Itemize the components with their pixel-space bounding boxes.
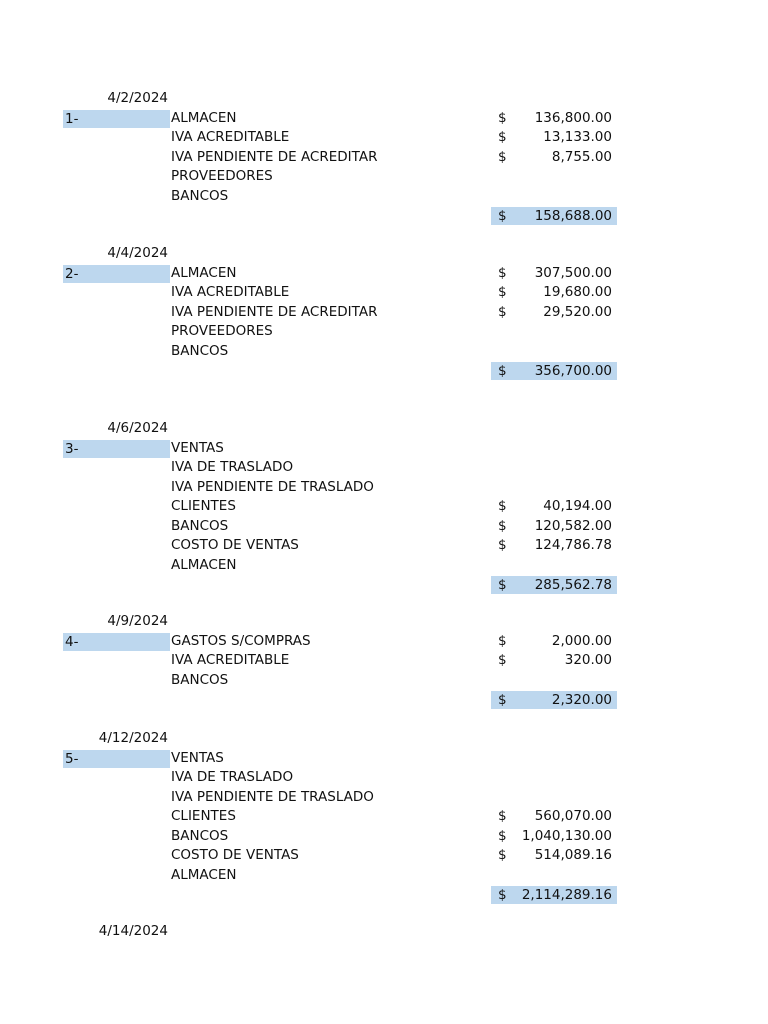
entry-line bbox=[0, 342, 768, 362]
currency-symbol: $ bbox=[498, 827, 507, 844]
entry-line bbox=[0, 866, 768, 886]
entry-total-row bbox=[0, 361, 768, 381]
entry-line bbox=[0, 109, 768, 129]
total-amount: 285,562.78 bbox=[534, 577, 612, 593]
account-name: IVA ACREDITABLE bbox=[171, 652, 290, 668]
entry-date-row bbox=[0, 419, 768, 439]
total-amount: 2,320.00 bbox=[551, 692, 612, 708]
total-cell[interactable] bbox=[491, 576, 617, 594]
amount-value: 19,680.00 bbox=[543, 284, 612, 300]
account-name: COSTO DE VENTAS bbox=[171, 847, 299, 863]
entry-line bbox=[0, 148, 768, 168]
entry-date: 4/14/2024 bbox=[98, 923, 168, 939]
entry-date: 4/6/2024 bbox=[107, 420, 168, 436]
currency-symbol: $ bbox=[498, 808, 507, 824]
entry-line bbox=[0, 128, 768, 148]
account-name: GASTOS S/COMPRAS bbox=[171, 632, 311, 649]
entry-line bbox=[0, 167, 768, 187]
entry-line bbox=[0, 439, 768, 459]
entry-number-cell[interactable]: 4- bbox=[63, 633, 170, 651]
entry-date: 4/12/2024 bbox=[98, 730, 168, 746]
amount-value: 29,520.00 bbox=[543, 303, 612, 320]
account-name: IVA DE TRASLADO bbox=[171, 459, 294, 475]
account-name: IVA DE TRASLADO bbox=[171, 769, 294, 785]
total-currency-symbol: $ bbox=[498, 363, 507, 379]
amount-value: 124,786.78 bbox=[534, 537, 612, 553]
account-name: IVA PENDIENTE DE ACREDITAR bbox=[171, 148, 378, 165]
account-name: IVA ACREDITABLE bbox=[171, 284, 290, 300]
currency-symbol: $ bbox=[498, 264, 507, 281]
currency-symbol: $ bbox=[498, 284, 507, 300]
account-name: PROVEEDORES bbox=[171, 323, 273, 339]
entry-total-row bbox=[0, 575, 768, 595]
journal-entry bbox=[0, 89, 768, 226]
currency-symbol: $ bbox=[498, 537, 507, 553]
entry-number-cell[interactable]: 3- bbox=[63, 440, 170, 458]
amount-value: 514,089.16 bbox=[534, 847, 612, 863]
entry-line bbox=[0, 556, 768, 576]
journal-entry bbox=[0, 612, 768, 710]
entry-line bbox=[0, 322, 768, 342]
total-amount: 2,114,289.16 bbox=[521, 887, 612, 903]
total-currency-symbol: $ bbox=[498, 887, 507, 903]
amount-value: 307,500.00 bbox=[534, 264, 612, 281]
entry-total-row bbox=[0, 690, 768, 710]
currency-symbol: $ bbox=[498, 652, 507, 668]
total-currency-symbol: $ bbox=[498, 208, 507, 224]
account-name: BANCOS bbox=[171, 827, 229, 844]
entry-line bbox=[0, 458, 768, 478]
entry-line bbox=[0, 651, 768, 671]
entry-number-cell[interactable]: 2- bbox=[63, 265, 170, 283]
amount-value: 320.00 bbox=[564, 652, 612, 668]
journal-entry bbox=[0, 419, 768, 595]
entry-line bbox=[0, 497, 768, 517]
entry-total-row bbox=[0, 885, 768, 905]
account-name: BANCOS bbox=[171, 187, 229, 204]
entry-total-row bbox=[0, 206, 768, 226]
amount-value: 8,755.00 bbox=[551, 148, 612, 165]
entry-line bbox=[0, 807, 768, 827]
journal-entry bbox=[0, 922, 768, 942]
currency-symbol: $ bbox=[498, 303, 507, 320]
entry-number-cell[interactable]: 5- bbox=[63, 750, 170, 768]
amount-value: 1,040,130.00 bbox=[521, 827, 612, 844]
currency-symbol: $ bbox=[498, 632, 507, 649]
entry-line bbox=[0, 283, 768, 303]
currency-symbol: $ bbox=[498, 517, 507, 534]
account-name: BANCOS bbox=[171, 671, 229, 688]
currency-symbol: $ bbox=[498, 148, 507, 165]
amount-value: 2,000.00 bbox=[551, 632, 612, 649]
entry-date: 4/4/2024 bbox=[107, 245, 168, 261]
entry-date-row bbox=[0, 89, 768, 109]
entry-line bbox=[0, 303, 768, 323]
entry-line bbox=[0, 846, 768, 866]
entry-date: 4/9/2024 bbox=[107, 613, 168, 629]
account-name: ALMACEN bbox=[171, 264, 237, 281]
entry-date-row bbox=[0, 922, 768, 942]
currency-symbol: $ bbox=[498, 129, 507, 145]
entry-number-cell[interactable]: 1- bbox=[63, 110, 170, 128]
entry-date-row bbox=[0, 729, 768, 749]
entry-line bbox=[0, 827, 768, 847]
total-amount: 158,688.00 bbox=[534, 208, 612, 224]
total-currency-symbol: $ bbox=[498, 577, 507, 593]
account-name: ALMACEN bbox=[171, 866, 237, 883]
entry-line bbox=[0, 749, 768, 769]
amount-value: 40,194.00 bbox=[543, 498, 612, 514]
entry-date: 4/2/2024 bbox=[107, 90, 168, 106]
entry-line bbox=[0, 517, 768, 537]
account-name: BANCOS bbox=[171, 342, 229, 359]
account-name: IVA PENDIENTE DE TRASLADO bbox=[171, 788, 374, 805]
account-name: BANCOS bbox=[171, 517, 229, 534]
entry-line bbox=[0, 768, 768, 788]
currency-symbol: $ bbox=[498, 498, 507, 514]
account-name: PROVEEDORES bbox=[171, 168, 273, 184]
account-name: VENTAS bbox=[171, 439, 224, 456]
amount-value: 136,800.00 bbox=[534, 109, 612, 126]
account-name: CLIENTES bbox=[171, 808, 236, 824]
entry-line bbox=[0, 671, 768, 691]
journal-entry bbox=[0, 729, 768, 905]
total-cell[interactable] bbox=[491, 362, 617, 380]
currency-symbol: $ bbox=[498, 847, 507, 863]
entry-line bbox=[0, 788, 768, 808]
entry-line bbox=[0, 536, 768, 556]
account-name: ALMACEN bbox=[171, 109, 237, 126]
total-cell[interactable] bbox=[491, 691, 617, 709]
total-cell[interactable] bbox=[491, 207, 617, 225]
account-name: IVA ACREDITABLE bbox=[171, 129, 290, 145]
account-name: ALMACEN bbox=[171, 556, 237, 573]
total-amount: 356,700.00 bbox=[534, 363, 612, 379]
amount-value: 560,070.00 bbox=[534, 808, 612, 824]
entry-date-row bbox=[0, 244, 768, 264]
total-cell[interactable] bbox=[491, 886, 617, 904]
amount-value: 13,133.00 bbox=[543, 129, 612, 145]
entry-date-row bbox=[0, 612, 768, 632]
amount-value: 120,582.00 bbox=[534, 517, 612, 534]
account-name: COSTO DE VENTAS bbox=[171, 537, 299, 553]
currency-symbol: $ bbox=[498, 109, 507, 126]
entry-line bbox=[0, 478, 768, 498]
journal-entry bbox=[0, 244, 768, 381]
entry-line bbox=[0, 632, 768, 652]
account-name: IVA PENDIENTE DE ACREDITAR bbox=[171, 303, 378, 320]
account-name: IVA PENDIENTE DE TRASLADO bbox=[171, 478, 374, 495]
entry-line bbox=[0, 187, 768, 207]
entry-line bbox=[0, 264, 768, 284]
total-currency-symbol: $ bbox=[498, 692, 507, 708]
account-name: VENTAS bbox=[171, 749, 224, 766]
account-name: CLIENTES bbox=[171, 498, 236, 514]
